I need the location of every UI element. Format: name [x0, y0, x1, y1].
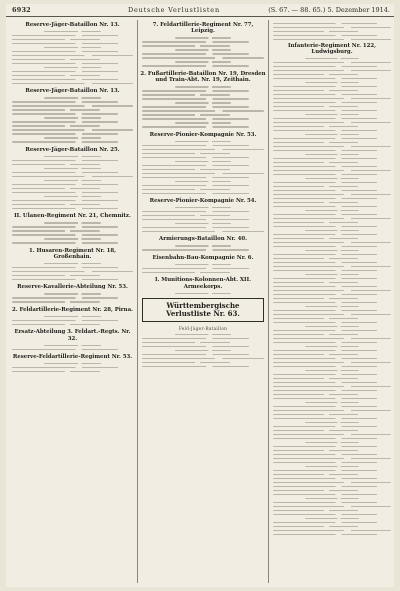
text-line-placeholder	[175, 350, 232, 352]
text-line-placeholder	[44, 293, 100, 295]
text-line-placeholder	[142, 185, 249, 187]
text-line-placeholder	[175, 37, 232, 39]
text-line-placeholder	[273, 238, 358, 240]
column-rule	[268, 20, 269, 583]
casualty-section	[10, 284, 135, 302]
text-line-placeholder	[273, 438, 377, 440]
text-line-placeholder	[273, 94, 377, 96]
text-line-placeholder	[12, 208, 118, 210]
text-line-placeholder	[12, 141, 118, 143]
text-line-placeholder	[12, 164, 100, 166]
text-line-placeholder	[273, 398, 377, 400]
text-line-placeholder	[142, 249, 249, 251]
casualty-section	[10, 248, 135, 281]
text-line-placeholder	[142, 211, 249, 213]
text-line-placeholder	[142, 272, 230, 274]
text-line-placeholder	[273, 39, 391, 41]
text-line-placeholder	[273, 202, 358, 204]
text-line-placeholder	[44, 117, 100, 119]
text-line-placeholder	[273, 138, 377, 140]
text-line-placeholder	[12, 35, 118, 37]
text-line-placeholder	[273, 86, 377, 88]
text-line-placeholder	[142, 177, 249, 179]
section-title: 1. Husaren-Regiment Nr. 18, Großenhain.	[28, 247, 117, 261]
text-line-placeholder	[12, 75, 100, 77]
text-line-placeholder	[273, 66, 377, 68]
text-line-placeholder	[175, 102, 232, 104]
casualty-section	[271, 43, 393, 536]
text-line-placeholder	[142, 149, 264, 151]
text-line-placeholder	[44, 47, 100, 49]
text-line-placeholder	[12, 176, 133, 178]
text-line-placeholder	[142, 366, 249, 368]
text-line-placeholder	[44, 345, 100, 347]
text-line-placeholder	[305, 178, 360, 180]
section-title: Reserve-Pionier-Kompagnie Nr. 53.	[149, 131, 257, 138]
text-line-placeholder	[12, 105, 133, 107]
text-line-placeholder	[142, 227, 249, 229]
text-line-placeholder	[273, 410, 391, 412]
section-title: Ersatz-Abteilung 3. Feldart.-Regts. Nr. 32.	[14, 329, 131, 342]
text-line-placeholder	[305, 230, 360, 232]
text-line-placeholder	[12, 267, 118, 269]
text-line-placeholder	[142, 41, 249, 43]
text-line-placeholder	[12, 160, 118, 162]
text-line-placeholder	[12, 271, 133, 273]
text-line-placeholder	[273, 162, 358, 164]
text-line-placeholder	[273, 302, 377, 304]
text-line-placeholder	[12, 192, 118, 194]
text-line-placeholder	[142, 145, 249, 147]
text-line-placeholder	[142, 268, 249, 270]
text-line-placeholder	[12, 113, 118, 115]
text-line-placeholder	[273, 514, 377, 516]
casualty-section	[140, 277, 266, 294]
text-line-placeholder	[142, 45, 230, 47]
text-line-placeholder	[273, 74, 358, 76]
text-line-placeholder	[142, 193, 249, 195]
casualty-section	[140, 132, 266, 194]
text-line-placeholder	[305, 442, 360, 444]
text-line-placeholder	[175, 86, 232, 88]
column-3	[271, 20, 393, 585]
text-line-placeholder	[273, 258, 358, 260]
text-line-placeholder	[273, 502, 377, 504]
text-line-placeholder	[273, 342, 377, 344]
casualty-section	[140, 326, 266, 367]
text-line-placeholder	[273, 110, 377, 112]
text-line-placeholder	[142, 338, 249, 340]
column-2	[140, 20, 266, 585]
text-line-placeholder	[273, 406, 377, 408]
text-line-placeholder	[44, 31, 100, 33]
text-line-placeholder	[175, 334, 232, 336]
text-line-placeholder	[175, 207, 232, 209]
text-line-placeholder	[12, 226, 118, 228]
text-line-placeholder	[273, 31, 358, 33]
text-line-placeholder	[142, 94, 230, 96]
text-line-placeholder	[142, 215, 230, 217]
text-line-placeholder	[175, 245, 232, 247]
text-line-placeholder	[44, 222, 100, 224]
text-line-placeholder	[175, 141, 232, 143]
text-line-placeholder	[175, 61, 232, 63]
text-line-placeholder	[273, 430, 358, 432]
casualty-section	[10, 147, 135, 209]
newspaper-page	[6, 4, 394, 587]
text-line-placeholder	[273, 334, 358, 336]
text-line-placeholder	[12, 172, 118, 174]
text-line-placeholder	[273, 526, 358, 528]
text-line-placeholder	[305, 58, 360, 60]
text-line-placeholder	[142, 358, 264, 360]
casualty-section	[10, 329, 135, 350]
text-line-placeholder	[273, 522, 377, 524]
text-line-placeholder	[273, 262, 377, 264]
text-line-placeholder	[44, 156, 100, 158]
text-line-placeholder	[12, 204, 100, 206]
text-line-placeholder	[273, 318, 358, 320]
text-line-placeholder	[273, 122, 391, 124]
text-line-placeholder	[142, 354, 249, 356]
section-title: Reserve-Jäger-Bataillon Nr. 13.	[25, 22, 120, 28]
text-line-placeholder	[273, 426, 377, 428]
text-line-placeholder	[273, 218, 391, 220]
casualty-section	[10, 22, 135, 84]
text-line-placeholder	[273, 170, 391, 172]
text-line-placeholder	[273, 286, 377, 288]
text-line-placeholder	[12, 51, 118, 53]
text-line-placeholder	[273, 534, 377, 536]
casualty-section	[140, 22, 266, 67]
text-line-placeholder	[273, 166, 377, 168]
text-line-placeholder	[305, 402, 360, 404]
text-line-placeholder	[12, 320, 118, 322]
text-line-placeholder	[273, 90, 358, 92]
text-line-placeholder	[273, 146, 391, 148]
text-line-placeholder	[273, 378, 358, 380]
text-line-placeholder	[273, 194, 391, 196]
casualty-section	[10, 354, 135, 372]
text-line-placeholder	[273, 366, 377, 368]
text-line-placeholder	[273, 478, 377, 480]
header-right	[268, 4, 390, 16]
text-line-placeholder	[273, 338, 391, 340]
text-line-placeholder	[175, 161, 232, 163]
text-line-placeholder	[12, 109, 100, 111]
text-line-placeholder	[142, 110, 264, 112]
page-header	[6, 4, 394, 17]
text-line-placeholder	[142, 90, 249, 92]
text-line-placeholder	[273, 174, 377, 176]
text-line-placeholder	[273, 374, 377, 376]
text-line-placeholder	[273, 214, 377, 216]
text-line-placeholder	[273, 362, 391, 364]
text-line-placeholder	[273, 350, 377, 352]
text-line-placeholder	[12, 125, 100, 127]
section-title: Armierungs-Bataillon Nr. 40.	[159, 236, 247, 243]
text-line-placeholder	[142, 362, 230, 364]
text-line-placeholder	[273, 382, 377, 384]
text-line-placeholder	[44, 196, 100, 198]
text-line-placeholder	[273, 70, 391, 72]
text-line-placeholder	[273, 470, 377, 472]
casualty-section	[10, 307, 135, 325]
text-line-placeholder	[273, 474, 358, 476]
text-line-placeholder	[175, 49, 232, 51]
text-line-placeholder	[273, 446, 377, 448]
page-number: 6932	[12, 6, 31, 14]
text-line-placeholder	[305, 306, 360, 308]
text-line-placeholder	[273, 506, 391, 508]
text-line-placeholder	[273, 394, 358, 396]
text-line-placeholder	[44, 363, 100, 365]
text-line-placeholder	[44, 180, 100, 182]
text-line-placeholder	[273, 490, 358, 492]
casualty-section	[10, 88, 135, 142]
text-line-placeholder	[142, 342, 230, 344]
text-line-placeholder	[273, 450, 358, 452]
text-line-placeholder	[175, 122, 232, 124]
text-line-placeholder	[12, 230, 100, 232]
text-line-placeholder	[305, 346, 360, 348]
text-line-placeholder	[12, 133, 118, 135]
text-line-placeholder	[273, 226, 377, 228]
text-line-placeholder	[273, 322, 377, 324]
text-line-placeholder	[12, 71, 118, 73]
text-line-placeholder	[273, 222, 358, 224]
text-line-placeholder	[305, 134, 360, 136]
text-line-placeholder	[273, 294, 377, 296]
text-line-placeholder	[273, 102, 377, 104]
text-line-placeholder	[44, 137, 100, 139]
text-line-placeholder	[273, 254, 377, 256]
text-line-placeholder	[273, 530, 391, 532]
text-line-placeholder	[305, 422, 360, 424]
text-line-placeholder	[142, 173, 264, 175]
text-line-placeholder	[142, 231, 264, 233]
text-line-placeholder	[305, 250, 360, 252]
text-line-placeholder	[273, 454, 377, 456]
text-line-placeholder	[12, 367, 118, 369]
section-title: Reserve-Feldartillerie-Regiment Nr. 53.	[12, 354, 133, 361]
section-title: Reserve-Jäger-Bataillon Nr. 25.	[25, 146, 120, 153]
text-line-placeholder	[175, 293, 232, 295]
section-title: I. Munitions-Kolonnen-Abt. XII. Armeekorps.	[155, 277, 251, 290]
text-line-placeholder	[44, 67, 100, 69]
text-line-placeholder	[305, 518, 360, 520]
casualty-section	[140, 198, 266, 232]
text-line-placeholder	[12, 200, 118, 202]
text-line-placeholder	[273, 27, 391, 29]
text-line-placeholder	[12, 188, 100, 190]
text-line-placeholder	[273, 206, 377, 208]
text-line-placeholder	[142, 65, 249, 67]
text-line-placeholder	[273, 290, 391, 292]
text-line-placeholder	[273, 234, 377, 236]
text-line-placeholder	[273, 510, 358, 512]
text-line-placeholder	[273, 418, 377, 420]
text-line-placeholder	[273, 158, 377, 160]
text-line-placeholder	[273, 106, 358, 108]
text-line-placeholder	[142, 169, 230, 171]
text-line-placeholder	[273, 150, 377, 152]
text-line-placeholder	[12, 83, 133, 85]
text-line-placeholder	[175, 264, 232, 266]
text-line-placeholder	[44, 168, 100, 170]
text-line-placeholder	[44, 97, 100, 99]
text-line-placeholder	[273, 494, 377, 496]
text-line-placeholder	[142, 106, 249, 108]
text-line-placeholder	[273, 142, 358, 144]
text-line-placeholder	[273, 130, 377, 132]
text-line-placeholder	[273, 242, 391, 244]
section-title: 2. Feldartillerie-Regiment Nr. 28, Pirna.	[12, 306, 133, 313]
text-line-placeholder	[142, 114, 230, 116]
text-line-placeholder	[273, 78, 377, 80]
text-line-placeholder	[12, 55, 133, 57]
issue-date: 5. Dezember 1914.	[327, 6, 390, 14]
casualty-section	[10, 213, 135, 243]
text-line-placeholder	[44, 316, 100, 318]
text-line-placeholder	[12, 275, 100, 277]
text-line-placeholder	[142, 346, 249, 348]
text-line-placeholder	[12, 79, 118, 81]
text-line-placeholder	[12, 234, 118, 236]
text-line-placeholder	[12, 184, 118, 186]
text-line-placeholder	[12, 349, 118, 351]
text-line-placeholder	[12, 39, 100, 41]
casualty-section	[140, 255, 266, 273]
text-line-placeholder	[305, 326, 360, 328]
section-subtitle: Feld-Jäger-Bataillon	[178, 326, 228, 332]
text-line-placeholder	[305, 210, 360, 212]
section-title: Reserve-Kavallerie-Abteilung Nr. 53.	[17, 284, 128, 291]
list-banner-title: Württembergische Verlustliste Nr. 63.	[166, 301, 240, 319]
text-line-placeholder	[12, 301, 100, 303]
text-line-placeholder	[12, 297, 118, 299]
text-line-placeholder	[273, 482, 391, 484]
text-line-placeholder	[273, 386, 391, 388]
text-line-placeholder	[273, 486, 377, 488]
text-line-placeholder	[273, 186, 358, 188]
text-line-placeholder	[142, 57, 264, 59]
text-line-placeholder	[273, 246, 377, 248]
text-line-placeholder	[142, 157, 249, 159]
text-line-placeholder	[273, 330, 377, 332]
text-line-placeholder	[142, 153, 230, 155]
text-line-placeholder	[273, 282, 358, 284]
text-line-placeholder	[142, 98, 249, 100]
casualty-section	[140, 236, 266, 250]
column-1	[10, 20, 135, 585]
text-line-placeholder	[44, 263, 100, 265]
text-line-placeholder	[305, 370, 360, 372]
text-line-placeholder	[12, 371, 100, 373]
text-line-placeholder	[273, 278, 377, 280]
text-line-placeholder	[12, 129, 133, 131]
text-line-placeholder	[12, 101, 118, 103]
issue-reference: (S. 67. — 88. 65.)	[268, 6, 326, 14]
text-line-placeholder	[142, 53, 249, 55]
section-title: Infanterie-Regiment Nr. 122, Ludwigsburg.	[288, 42, 376, 55]
text-line-placeholder	[142, 219, 249, 221]
text-line-placeholder	[273, 462, 377, 464]
text-line-placeholder	[305, 154, 360, 156]
newspaper-title: Deutsche Verlustlisten	[128, 6, 220, 14]
text-line-placeholder	[273, 62, 391, 64]
text-line-placeholder	[273, 190, 377, 192]
text-line-placeholder	[12, 242, 118, 244]
text-line-placeholder	[12, 121, 118, 123]
text-line-placeholder	[12, 324, 100, 326]
text-line-placeholder	[305, 114, 360, 116]
text-line-placeholder	[273, 354, 358, 356]
text-line-placeholder	[273, 35, 377, 37]
text-line-placeholder	[273, 358, 377, 360]
text-line-placeholder	[142, 165, 249, 167]
text-line-placeholder	[12, 279, 118, 281]
section-title: Reserve-Pionier-Kompagnie Nr. 54.	[149, 198, 257, 205]
text-line-placeholder	[273, 182, 377, 184]
text-line-placeholder	[273, 198, 377, 200]
text-line-placeholder	[273, 414, 358, 416]
section-title: Eisenbahn-Bau-Kompagnie Nr. 6.	[152, 254, 254, 261]
section-title: 7. Feldartillerie-Regiment Nr. 77, Leipzig.	[152, 22, 254, 35]
section-title: 2. Fußartillerie-Bataillon Nr. 19, Dresden und Train-Abt. Nr. 19, Zeithain.	[140, 70, 266, 84]
text-line-placeholder	[12, 63, 118, 65]
casualty-section	[140, 71, 266, 128]
section-title: II. Ulanen-Regiment Nr. 21, Chemnitz.	[14, 213, 131, 220]
text-line-placeholder	[142, 118, 249, 120]
text-line-placeholder	[273, 98, 391, 100]
text-line-placeholder	[305, 498, 360, 500]
text-line-placeholder	[273, 434, 391, 436]
text-line-placeholder	[273, 126, 358, 128]
section-title: Reserve-Jäger-Bataillon Nr. 13.	[25, 88, 120, 95]
text-line-placeholder	[273, 270, 377, 272]
list-banner-box	[142, 298, 264, 322]
text-line-placeholder	[273, 23, 377, 25]
text-line-placeholder	[273, 390, 377, 392]
text-line-placeholder	[175, 181, 232, 183]
text-line-placeholder	[44, 238, 100, 240]
text-line-placeholder	[273, 314, 391, 316]
text-line-placeholder	[305, 274, 360, 276]
text-line-placeholder	[142, 189, 230, 191]
text-line-placeholder	[305, 466, 360, 468]
text-line-placeholder	[273, 310, 377, 312]
text-line-placeholder	[175, 223, 232, 225]
text-line-placeholder	[12, 59, 100, 61]
text-line-placeholder	[273, 118, 377, 120]
text-line-placeholder	[142, 126, 249, 128]
column-rule	[137, 20, 138, 583]
text-line-placeholder	[305, 82, 360, 84]
text-line-placeholder	[273, 266, 391, 268]
text-line-placeholder	[273, 458, 391, 460]
text-line-placeholder	[273, 298, 358, 300]
text-line-placeholder	[12, 43, 118, 45]
